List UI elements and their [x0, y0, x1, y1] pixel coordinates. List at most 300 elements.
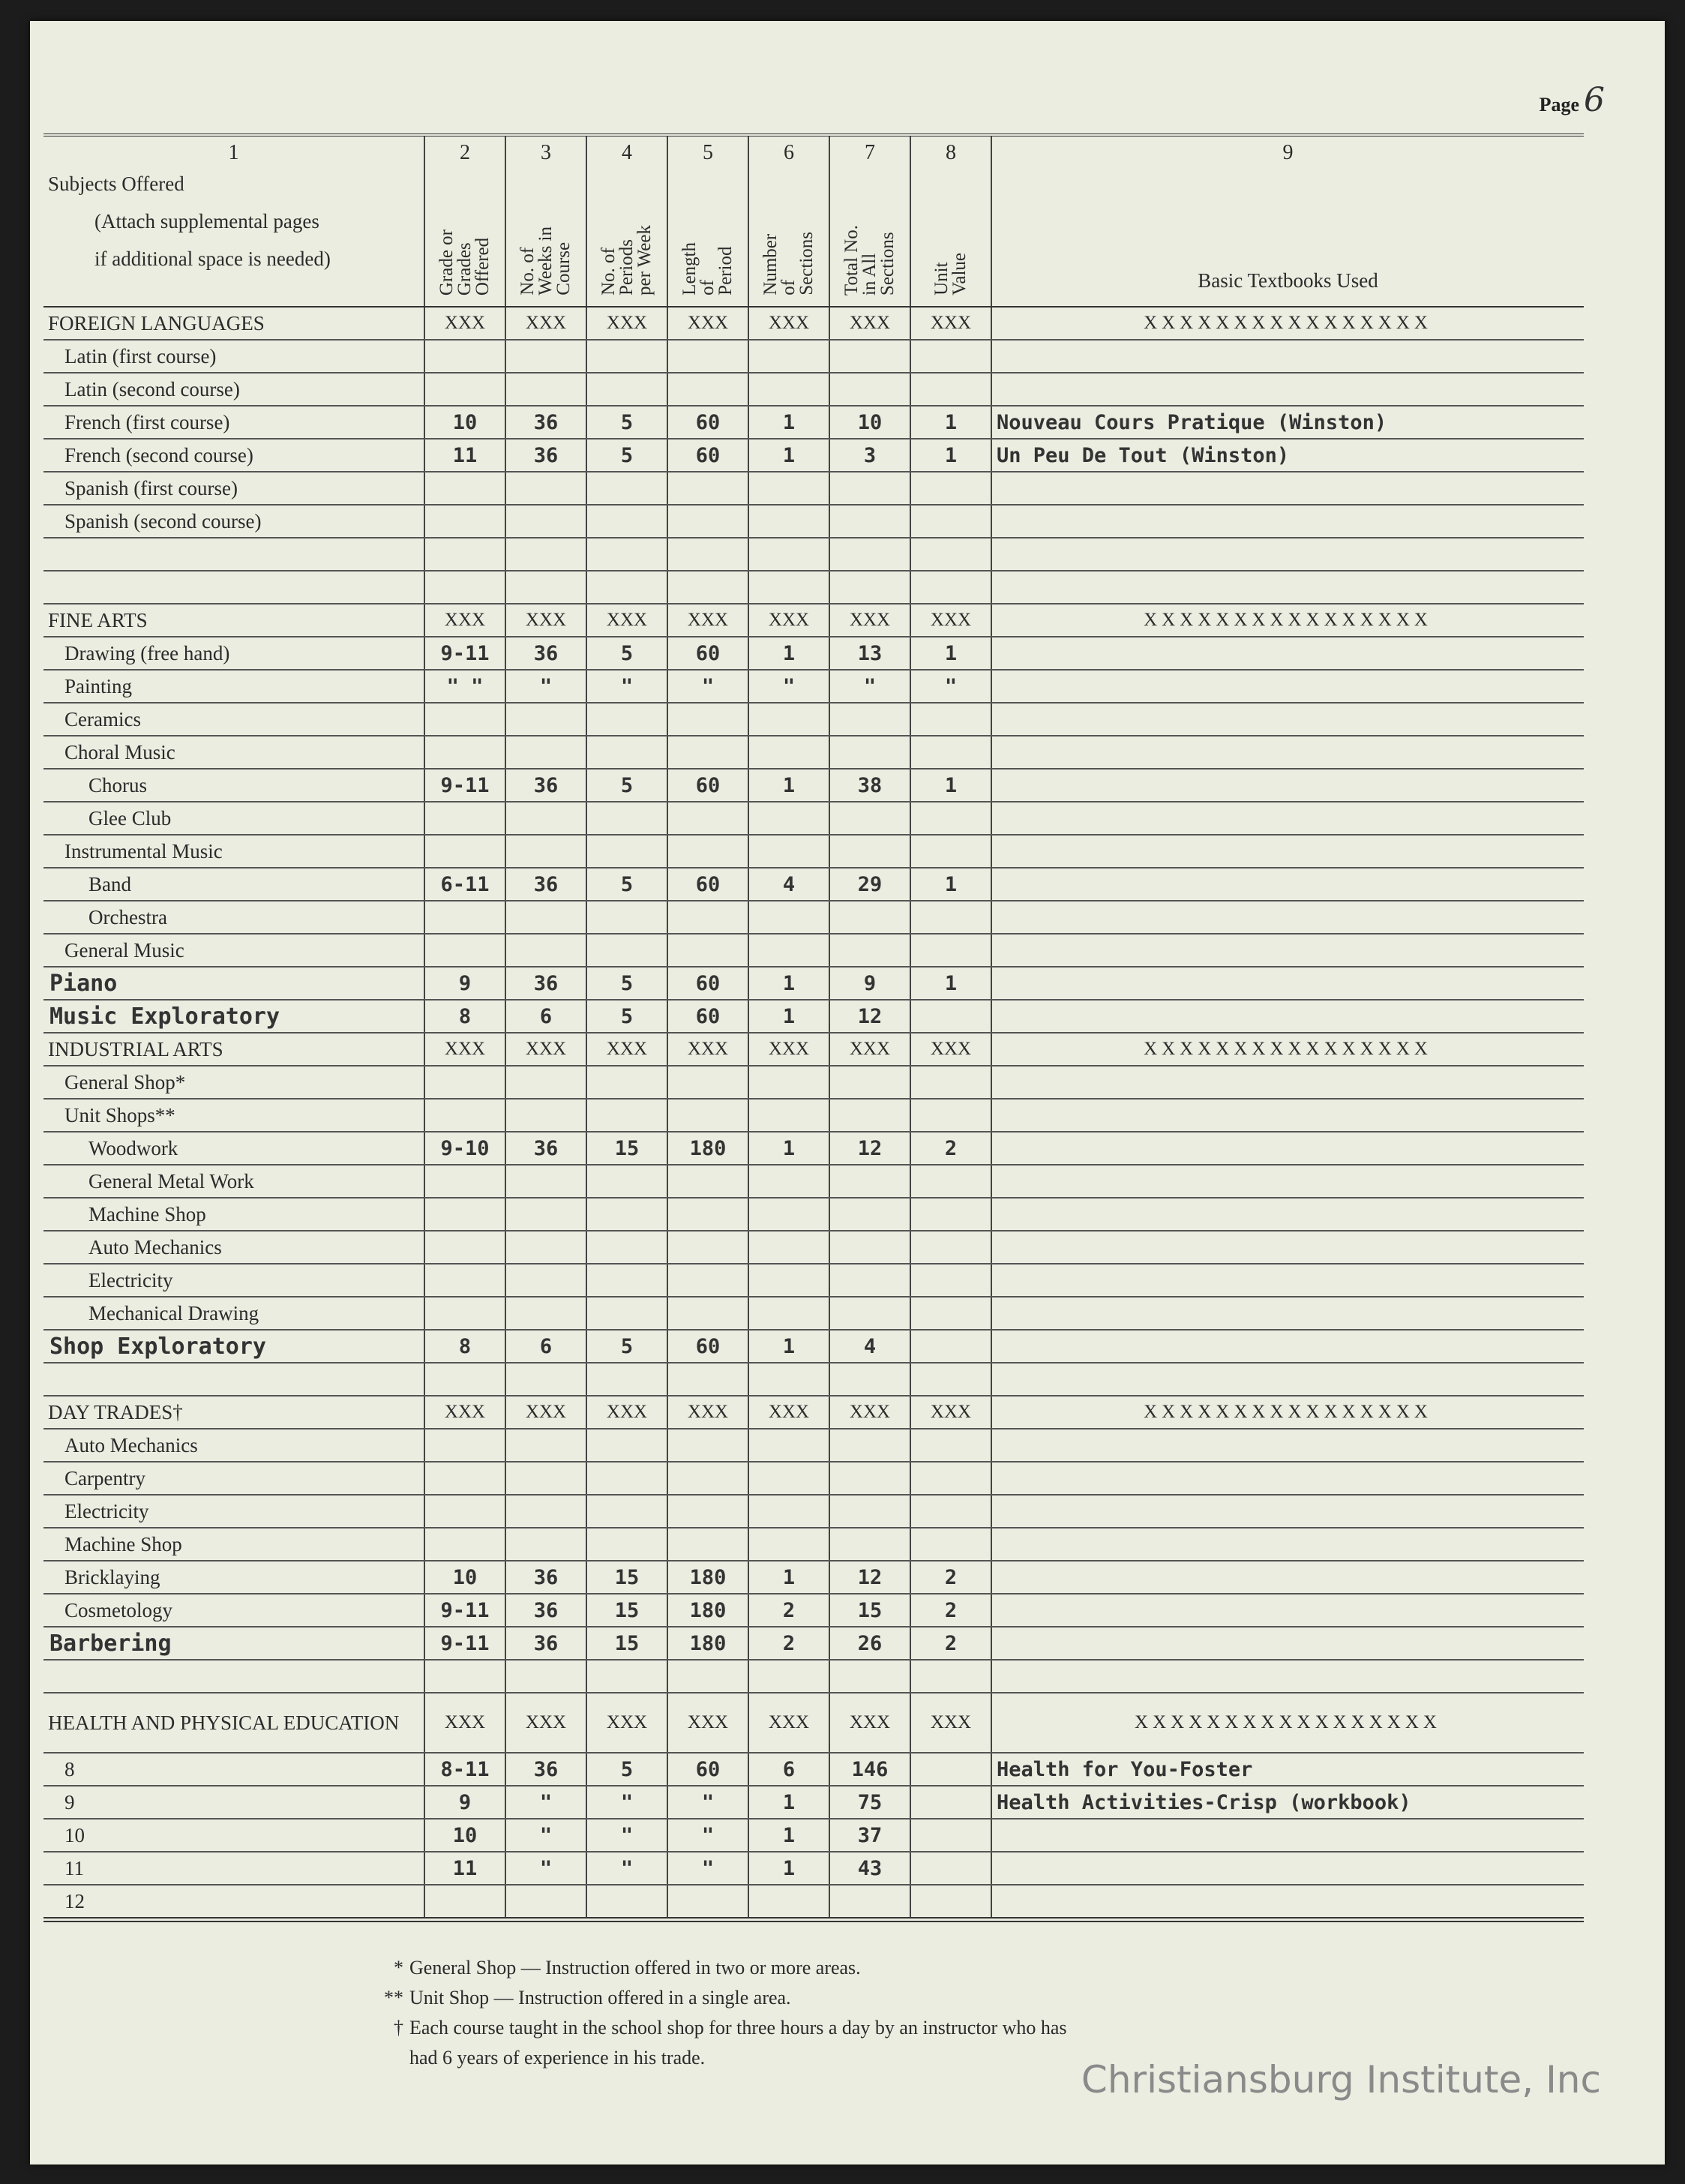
- cell-col-7: 4: [829, 1330, 910, 1363]
- cell-col-2: 9: [424, 967, 505, 1000]
- cell-col-2: 9-11: [424, 1594, 505, 1627]
- cell-col-4: 5: [586, 406, 667, 439]
- textbook-cell: XXXXXXXXXXXXXXXX: [991, 1396, 1584, 1429]
- cell-col-7: [829, 1495, 910, 1528]
- cell-col-8: [910, 1165, 991, 1198]
- textbook-cell: XXXXXXXXXXXXXXXX: [991, 604, 1584, 637]
- cell-col-6: [748, 703, 829, 736]
- page-number: 6: [1584, 81, 1605, 119]
- textbook-cell: [991, 1885, 1584, 1920]
- textbook-cell: [991, 1660, 1584, 1693]
- cell-col-8: [910, 901, 991, 934]
- cell-col-7: [829, 1429, 910, 1462]
- cell-col-7: 75: [829, 1786, 910, 1819]
- cell-col-8: 1: [910, 406, 991, 439]
- cell-col-2: [424, 538, 505, 571]
- cell-col-7: [829, 538, 910, 571]
- cell-col-2: [424, 1066, 505, 1099]
- textbook-cell: Un Peu De Tout (Winston): [991, 439, 1584, 472]
- column-number: 9: [1282, 141, 1294, 164]
- cell-col-6: 1: [748, 439, 829, 472]
- cell-col-4: 5: [586, 439, 667, 472]
- table-row: [43, 1099, 1584, 1132]
- table-row: [43, 835, 1584, 868]
- cell-col-5: [667, 538, 748, 571]
- textbook-cell: Health Activities-Crisp (workbook): [991, 1786, 1584, 1819]
- cell-col-7: ": [829, 670, 910, 703]
- cell-col-3: [505, 1660, 586, 1693]
- column-label: Length of Period: [679, 242, 736, 296]
- subject-label: Machine Shop: [43, 1528, 424, 1561]
- cell-col-2: [424, 901, 505, 934]
- subject-label: Orchestra: [43, 901, 424, 934]
- cell-col-2: [424, 835, 505, 868]
- table-row: [43, 934, 1584, 967]
- cell-col-2: 10: [424, 406, 505, 439]
- cell-col-4: [586, 736, 667, 769]
- cell-col-4: [586, 1495, 667, 1528]
- cell-col-5: XXX: [667, 604, 748, 637]
- cell-col-3: [505, 1099, 586, 1132]
- textbook-cell: [991, 1429, 1584, 1462]
- header-line: (Attach supplemental pages: [94, 210, 319, 232]
- cell-col-7: 10: [829, 406, 910, 439]
- table-row: [43, 1753, 1584, 1786]
- subject-label: 11: [43, 1852, 424, 1885]
- cell-col-5: 60: [667, 769, 748, 802]
- cell-col-2: 8-11: [424, 1753, 505, 1786]
- cell-col-4: [586, 1528, 667, 1561]
- cell-col-7: 9: [829, 967, 910, 1000]
- textbook-cell: [991, 1330, 1584, 1363]
- table-row: [43, 538, 1584, 571]
- subject-label: [43, 1660, 424, 1693]
- table-row: [43, 1132, 1584, 1165]
- column-header-textbooks: [991, 135, 1584, 307]
- cell-col-2: [424, 1528, 505, 1561]
- table-row: [43, 1165, 1584, 1198]
- subject-label: Painting: [43, 670, 424, 703]
- subject-label: Latin (second course): [43, 373, 424, 406]
- cell-col-4: ": [586, 1819, 667, 1852]
- cell-col-3: [505, 1165, 586, 1198]
- cell-col-4: [586, 1885, 667, 1920]
- cell-col-7: 26: [829, 1627, 910, 1660]
- cell-col-8: [910, 1753, 991, 1786]
- cell-col-3: [505, 472, 586, 505]
- table-body: [43, 307, 1584, 1920]
- subject-label: Unit Shops**: [43, 1099, 424, 1132]
- cell-col-4: 5: [586, 967, 667, 1000]
- cell-col-3: 36: [505, 1561, 586, 1594]
- cell-col-3: 6: [505, 1330, 586, 1363]
- table-row: [43, 406, 1584, 439]
- cell-col-6: XXX: [748, 604, 829, 637]
- cell-col-5: [667, 1660, 748, 1693]
- cell-col-2: 8: [424, 1000, 505, 1033]
- cell-col-3: [505, 736, 586, 769]
- cell-col-4: [586, 373, 667, 406]
- cell-col-6: [748, 340, 829, 373]
- column-header-7: [829, 135, 910, 307]
- subject-label: 10: [43, 1819, 424, 1852]
- cell-col-3: [505, 1429, 586, 1462]
- cell-col-2: [424, 934, 505, 967]
- cell-col-6: XXX: [748, 1693, 829, 1753]
- cell-col-3: 6: [505, 1000, 586, 1033]
- cell-col-5: [667, 1495, 748, 1528]
- header-line: Subjects Offered: [48, 172, 184, 195]
- cell-col-5: [667, 1066, 748, 1099]
- cell-col-3: 36: [505, 769, 586, 802]
- cell-col-4: 15: [586, 1594, 667, 1627]
- cell-col-5: 60: [667, 637, 748, 670]
- cell-col-5: [667, 571, 748, 604]
- cell-col-8: [910, 505, 991, 538]
- subject-label: Piano: [43, 967, 424, 1000]
- table-row: [43, 1231, 1584, 1264]
- cell-col-3: 36: [505, 1594, 586, 1627]
- cell-col-8: [910, 736, 991, 769]
- table-row: [43, 1819, 1584, 1852]
- subject-label: Auto Mechanics: [43, 1231, 424, 1264]
- table-header-row: [43, 135, 1584, 307]
- cell-col-4: ": [586, 1786, 667, 1819]
- cell-col-7: 37: [829, 1819, 910, 1852]
- footnote-mark: **: [384, 1987, 403, 2008]
- cell-col-2: 9-11: [424, 1627, 505, 1660]
- cell-col-3: 36: [505, 439, 586, 472]
- cell-col-8: 1: [910, 967, 991, 1000]
- cell-col-3: [505, 1198, 586, 1231]
- cell-col-7: 38: [829, 769, 910, 802]
- textbook-cell: [991, 736, 1584, 769]
- subject-label: Machine Shop: [43, 1198, 424, 1231]
- cell-col-7: [829, 736, 910, 769]
- textbook-cell: [991, 802, 1584, 835]
- subject-label: Band: [43, 868, 424, 901]
- textbook-cell: [991, 703, 1584, 736]
- textbook-cell: XXXXXXXXXXXXXXXX: [991, 1033, 1584, 1066]
- cell-col-3: 36: [505, 1753, 586, 1786]
- table-row: [43, 1429, 1584, 1462]
- cell-col-5: [667, 1264, 748, 1297]
- cell-col-5: 60: [667, 967, 748, 1000]
- cell-col-7: XXX: [829, 1396, 910, 1429]
- cell-col-6: 1: [748, 1330, 829, 1363]
- column-header-5: [667, 135, 748, 307]
- table-row: [43, 505, 1584, 538]
- cell-col-8: 2: [910, 1132, 991, 1165]
- column-number: 6: [784, 141, 794, 164]
- column-label: Basic Textbooks Used: [1198, 269, 1378, 292]
- subject-label: Electricity: [43, 1264, 424, 1297]
- cell-col-2: XXX: [424, 604, 505, 637]
- cell-col-4: [586, 1099, 667, 1132]
- cell-col-3: ": [505, 670, 586, 703]
- cell-col-5: 180: [667, 1594, 748, 1627]
- textbook-cell: XXXXXXXXXXXXXXXXX: [991, 1693, 1584, 1753]
- category-row: [43, 307, 1584, 340]
- cell-col-7: [829, 472, 910, 505]
- cell-col-6: 2: [748, 1627, 829, 1660]
- cell-col-2: [424, 1264, 505, 1297]
- cell-col-4: XXX: [586, 1396, 667, 1429]
- cell-col-3: [505, 934, 586, 967]
- cell-col-8: [910, 802, 991, 835]
- cell-col-5: 60: [667, 439, 748, 472]
- cell-col-3: [505, 835, 586, 868]
- subject-label: General Metal Work: [43, 1165, 424, 1198]
- cell-col-8: [910, 1000, 991, 1033]
- cell-col-2: [424, 1363, 505, 1396]
- cell-col-6: XXX: [748, 1396, 829, 1429]
- cell-col-5: [667, 1363, 748, 1396]
- cell-col-4: [586, 934, 667, 967]
- cell-col-6: 2: [748, 1594, 829, 1627]
- cell-col-7: [829, 1363, 910, 1396]
- table-row: [43, 1660, 1584, 1693]
- table-row: [43, 901, 1584, 934]
- textbook-cell: [991, 1627, 1584, 1660]
- subject-label: Spanish (first course): [43, 472, 424, 505]
- cell-col-3: 36: [505, 637, 586, 670]
- cell-col-6: 1: [748, 406, 829, 439]
- subject-label: Woodwork: [43, 1132, 424, 1165]
- footnote: [378, 2013, 1067, 2073]
- subject-label: 9: [43, 1786, 424, 1819]
- cell-col-6: [748, 373, 829, 406]
- cell-col-6: [748, 1660, 829, 1693]
- textbook-cell: [991, 1198, 1584, 1231]
- subject-label: [43, 538, 424, 571]
- column-header-6: [748, 135, 829, 307]
- cell-col-2: [424, 1462, 505, 1495]
- cell-col-8: [910, 1198, 991, 1231]
- page-label-text: Page: [1539, 94, 1579, 116]
- cell-col-3: [505, 538, 586, 571]
- textbook-cell: [991, 1132, 1584, 1165]
- cell-col-5: [667, 736, 748, 769]
- textbook-cell: [991, 967, 1584, 1000]
- cell-col-7: 12: [829, 1000, 910, 1033]
- cell-col-2: XXX: [424, 1693, 505, 1753]
- column-header-subjects: [43, 135, 424, 307]
- table-row: [43, 670, 1584, 703]
- category-label: DAY TRADES†: [43, 1396, 424, 1429]
- cell-col-2: [424, 1495, 505, 1528]
- cell-col-8: [910, 472, 991, 505]
- textbook-cell: [991, 1594, 1584, 1627]
- column-label: No. of Periods per Week: [598, 224, 655, 296]
- cell-col-5: 60: [667, 1000, 748, 1033]
- subject-label: General Shop*: [43, 1066, 424, 1099]
- cell-col-4: [586, 703, 667, 736]
- subjects-table: [43, 134, 1584, 1922]
- cell-col-6: [748, 505, 829, 538]
- cell-col-5: [667, 373, 748, 406]
- column-number: 8: [946, 141, 956, 164]
- table-row: [43, 868, 1584, 901]
- cell-col-6: XXX: [748, 1033, 829, 1066]
- textbook-cell: [991, 1264, 1584, 1297]
- header-line: if additional space is needed): [94, 248, 331, 270]
- textbook-cell: [991, 538, 1584, 571]
- subject-label: Drawing (free hand): [43, 637, 424, 670]
- cell-col-3: 36: [505, 1627, 586, 1660]
- cell-col-3: [505, 505, 586, 538]
- cell-col-4: [586, 505, 667, 538]
- cell-col-5: 180: [667, 1132, 748, 1165]
- cell-col-7: 12: [829, 1561, 910, 1594]
- cell-col-6: [748, 1198, 829, 1231]
- cell-col-8: [910, 1330, 991, 1363]
- cell-col-4: 5: [586, 769, 667, 802]
- cell-col-5: 60: [667, 1330, 748, 1363]
- table-row: [43, 769, 1584, 802]
- cell-col-7: [829, 1198, 910, 1231]
- table-row: [43, 703, 1584, 736]
- table-row: [43, 439, 1584, 472]
- subject-label: 12: [43, 1885, 424, 1920]
- cell-col-2: XXX: [424, 1033, 505, 1066]
- cell-col-2: 9-11: [424, 637, 505, 670]
- cell-col-7: 43: [829, 1852, 910, 1885]
- cell-col-4: 15: [586, 1561, 667, 1594]
- cell-col-4: 5: [586, 1330, 667, 1363]
- textbook-cell: [991, 505, 1584, 538]
- cell-col-4: [586, 1165, 667, 1198]
- cell-col-7: 15: [829, 1594, 910, 1627]
- cell-col-3: [505, 1528, 586, 1561]
- cell-col-3: ": [505, 1819, 586, 1852]
- cell-col-5: [667, 1528, 748, 1561]
- subject-label: Barbering: [43, 1627, 424, 1660]
- cell-col-8: 2: [910, 1561, 991, 1594]
- textbook-cell: [991, 1495, 1584, 1528]
- table-row: [43, 1330, 1584, 1363]
- cell-col-5: [667, 472, 748, 505]
- cell-col-3: XXX: [505, 1033, 586, 1066]
- cell-col-6: [748, 1429, 829, 1462]
- cell-col-6: 1: [748, 1561, 829, 1594]
- cell-col-4: XXX: [586, 1033, 667, 1066]
- cell-col-8: [910, 1819, 991, 1852]
- textbook-cell: Nouveau Cours Pratique (Winston): [991, 406, 1584, 439]
- cell-col-5: [667, 1429, 748, 1462]
- textbook-cell: [991, 1819, 1584, 1852]
- cell-col-8: [910, 1495, 991, 1528]
- cell-col-8: [910, 1429, 991, 1462]
- cell-col-2: [424, 1198, 505, 1231]
- table-row: [43, 373, 1584, 406]
- cell-col-7: 13: [829, 637, 910, 670]
- cell-col-5: 60: [667, 868, 748, 901]
- footnote: [378, 1953, 1067, 1983]
- cell-col-8: [910, 1231, 991, 1264]
- cell-col-7: [829, 934, 910, 967]
- textbook-cell: [991, 571, 1584, 604]
- table-row: [43, 1297, 1584, 1330]
- cell-col-3: [505, 1264, 586, 1297]
- cell-col-6: XXX: [748, 307, 829, 340]
- cell-col-2: 9-11: [424, 769, 505, 802]
- cell-col-4: ": [586, 1852, 667, 1885]
- table-row: [43, 1363, 1584, 1396]
- cell-col-7: [829, 1165, 910, 1198]
- subject-label: Instrumental Music: [43, 835, 424, 868]
- cell-col-2: [424, 1297, 505, 1330]
- cell-col-3: 36: [505, 406, 586, 439]
- table-row: [43, 1198, 1584, 1231]
- subject-label: Mechanical Drawing: [43, 1297, 424, 1330]
- cell-col-4: [586, 1363, 667, 1396]
- cell-col-2: 10: [424, 1819, 505, 1852]
- cell-col-3: XXX: [505, 1693, 586, 1753]
- cell-col-3: [505, 703, 586, 736]
- cell-col-6: [748, 1099, 829, 1132]
- subject-label: Chorus: [43, 769, 424, 802]
- cell-col-4: 5: [586, 1000, 667, 1033]
- cell-col-7: [829, 373, 910, 406]
- column-label: No. of Weeks in Course: [517, 226, 574, 296]
- category-row: [43, 1693, 1584, 1753]
- textbook-cell: [991, 1165, 1584, 1198]
- footnote-mark: *: [394, 1957, 403, 1978]
- table-row: [43, 1561, 1584, 1594]
- cell-col-2: " ": [424, 670, 505, 703]
- cell-col-8: XXX: [910, 1033, 991, 1066]
- category-label: FINE ARTS: [43, 604, 424, 637]
- cell-col-7: XXX: [829, 604, 910, 637]
- cell-col-2: [424, 703, 505, 736]
- cell-col-7: 29: [829, 868, 910, 901]
- cell-col-6: 1: [748, 1852, 829, 1885]
- subject-label: Electricity: [43, 1495, 424, 1528]
- cell-col-4: [586, 1462, 667, 1495]
- cell-col-4: 5: [586, 637, 667, 670]
- subject-label: Cosmetology: [43, 1594, 424, 1627]
- cell-col-6: [748, 1528, 829, 1561]
- cell-col-8: [910, 538, 991, 571]
- textbook-cell: [991, 769, 1584, 802]
- subject-label: Ceramics: [43, 703, 424, 736]
- cell-col-7: 146: [829, 1753, 910, 1786]
- cell-col-7: [829, 1660, 910, 1693]
- textbook-cell: [991, 373, 1584, 406]
- cell-col-7: [829, 571, 910, 604]
- cell-col-2: 11: [424, 1852, 505, 1885]
- cell-col-2: 10: [424, 1561, 505, 1594]
- cell-col-5: ": [667, 1852, 748, 1885]
- cell-col-5: [667, 505, 748, 538]
- table-row: [43, 472, 1584, 505]
- cell-col-7: 3: [829, 439, 910, 472]
- cell-col-3: 36: [505, 1132, 586, 1165]
- subject-label: Spanish (second course): [43, 505, 424, 538]
- subject-label: Shop Exploratory: [43, 1330, 424, 1363]
- cell-col-2: [424, 472, 505, 505]
- cell-col-6: [748, 802, 829, 835]
- cell-col-8: 1: [910, 439, 991, 472]
- cell-col-4: [586, 1429, 667, 1462]
- cell-col-8: [910, 571, 991, 604]
- column-number: 3: [541, 141, 551, 164]
- cell-col-6: 1: [748, 769, 829, 802]
- category-label: HEALTH AND PHYSICAL EDUCATION: [43, 1693, 424, 1753]
- table-row: [43, 1000, 1584, 1033]
- subject-label: French (first course): [43, 406, 424, 439]
